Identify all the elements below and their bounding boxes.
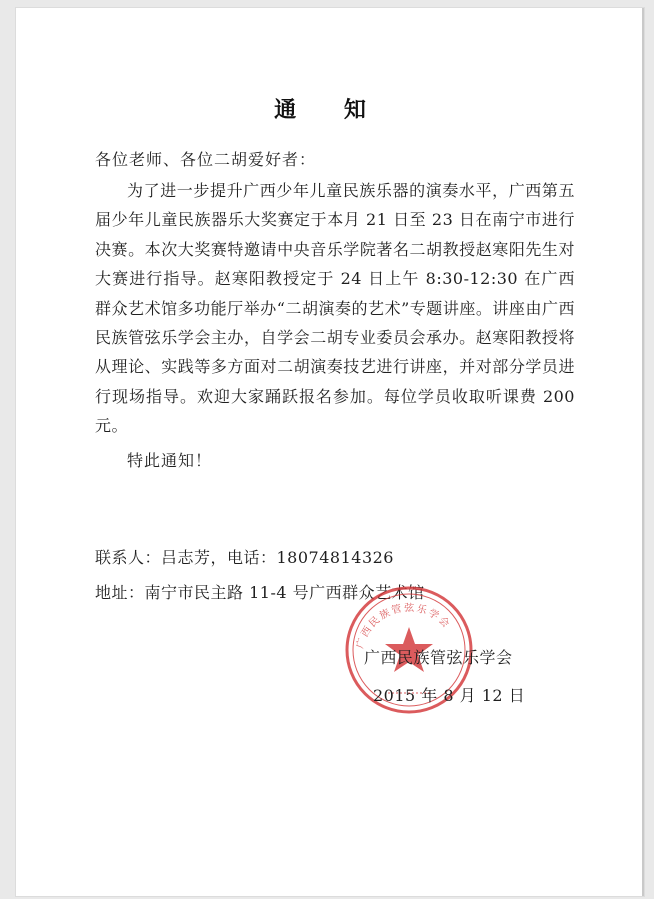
address-line: 地址：南宁市民主路 11-4 号广西群众艺术馆 — [95, 583, 425, 602]
page-edge-divider — [642, 8, 644, 896]
seal-text: 广西民族管弦乐学会 — [354, 602, 453, 651]
signer-organization: 广西民族管弦乐学会 — [364, 648, 513, 667]
notice-page — [16, 8, 644, 896]
signature-date: 2015 年 8 月 12 日 — [373, 686, 526, 705]
salutation-line: 各位老师、各位二胡爱好者： — [95, 150, 317, 169]
notice-body-paragraph: 为了进一步提升广西少年儿童民族乐器的演奏水平，广西第五届少年儿童民族器乐大奖赛定于本月 21 日至 23 日在南宁市进行决赛。本次大奖赛特邀请中央音乐学院著名二胡教授赵寒阳先生对大赛进行指导。赵寒阳教授定于 24 日上午 8:30-12:30 在广西群众艺术馆多功能厅举办“二胡演奏的艺术”专题讲座。讲座由广西民族管弦乐学会主办，自学会二胡专业委员会承办。赵寒阳教授将从理论、实践等多方面对二胡演奏技艺进行讲座，并对部分学员进行现场指导。欢迎大家踊跃报名参加。每位学员收取听课费 200 元。 — [95, 181, 575, 436]
contact-line: 联系人：吕志芳，电话：18074814326 — [95, 548, 394, 567]
closing-line: 特此通知！ — [127, 451, 213, 470]
page-title: 通 知 — [274, 97, 386, 123]
svg-text:广西民族管弦乐学会 — [353, 601, 454, 650]
